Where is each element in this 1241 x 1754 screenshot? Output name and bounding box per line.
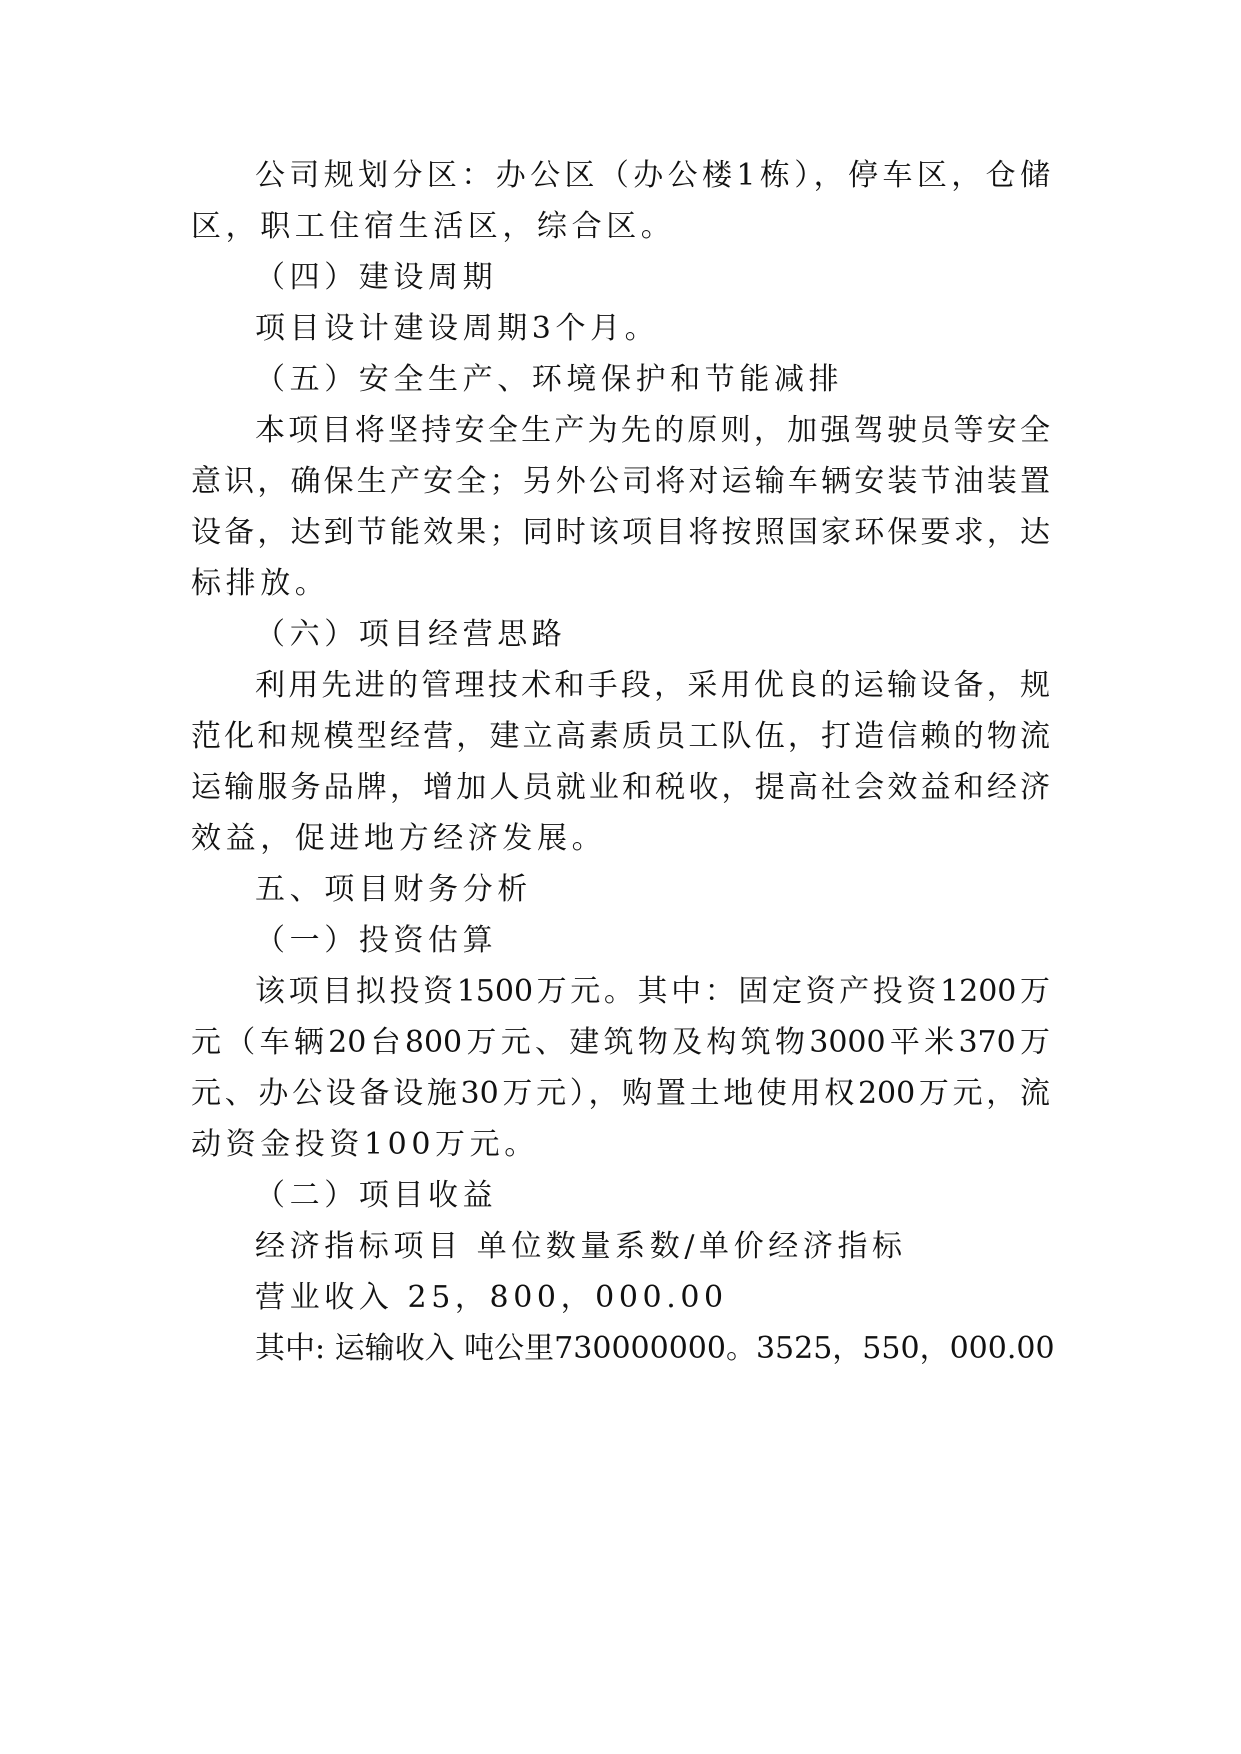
paragraph-line: 项目设计建设周期3个月。 [255,311,660,346]
chapter-heading: 五、项目财务分析 [255,872,532,907]
paragraph-line: 范化和规模型经营，建立高素质员工队伍，打造信赖的物流 [191,719,1050,754]
paragraph-line: 效益，促进地方经济发展。 [191,821,607,856]
section-heading: （六）项目经营思路 [255,617,567,652]
paragraph-line: 本项目将坚持安全生产为先的原则，加强驾驶员等安全 [255,413,1050,448]
paragraph-line: 区，职工住宿生活区，综合区。 [191,209,676,244]
paragraph-line: 其中: 运输收入 吨公里730000000。3525，550，000.00 [255,1331,1055,1366]
paragraph-line: 标排放。 [191,566,330,601]
paragraph-line: 动资金投资100万元。 [191,1127,539,1162]
section-heading: （五）安全生产、环境保护和节能减排 [255,362,844,397]
section-heading: （一）投资估算 [255,923,498,958]
paragraph-line: 该项目拟投资1500万元。其中：固定资产投资1200万 [255,974,1050,1009]
paragraph-line: 元、办公设备设施30万元），购置土地使用权200万元，流 [191,1076,1050,1111]
section-heading: （二）项目收益 [255,1178,498,1213]
paragraph-line: 元（车辆20台800万元、建筑物及构筑物3000平米370万 [191,1025,1050,1060]
paragraph-line: 运输服务品牌，增加人员就业和税收，提高社会效益和经济 [191,770,1050,805]
paragraph-line: 设备，达到节能效果；同时该项目将按照国家环保要求，达 [191,515,1050,550]
paragraph-line: 经济指标项目 单位数量系数/单价经济指标 [255,1229,907,1264]
paragraph-line: 营业收入 25，800，000.00 [255,1280,728,1315]
paragraph-line: 意识，确保生产安全；另外公司将对运输车辆安装节油装置 [191,464,1050,499]
paragraph-line: 公司规划分区：办公区（办公楼1栋），停车区，仓储 [255,158,1050,193]
paragraph-line: 利用先进的管理技术和手段，采用优良的运输设备，规 [255,668,1050,703]
section-heading: （四）建设周期 [255,260,498,295]
